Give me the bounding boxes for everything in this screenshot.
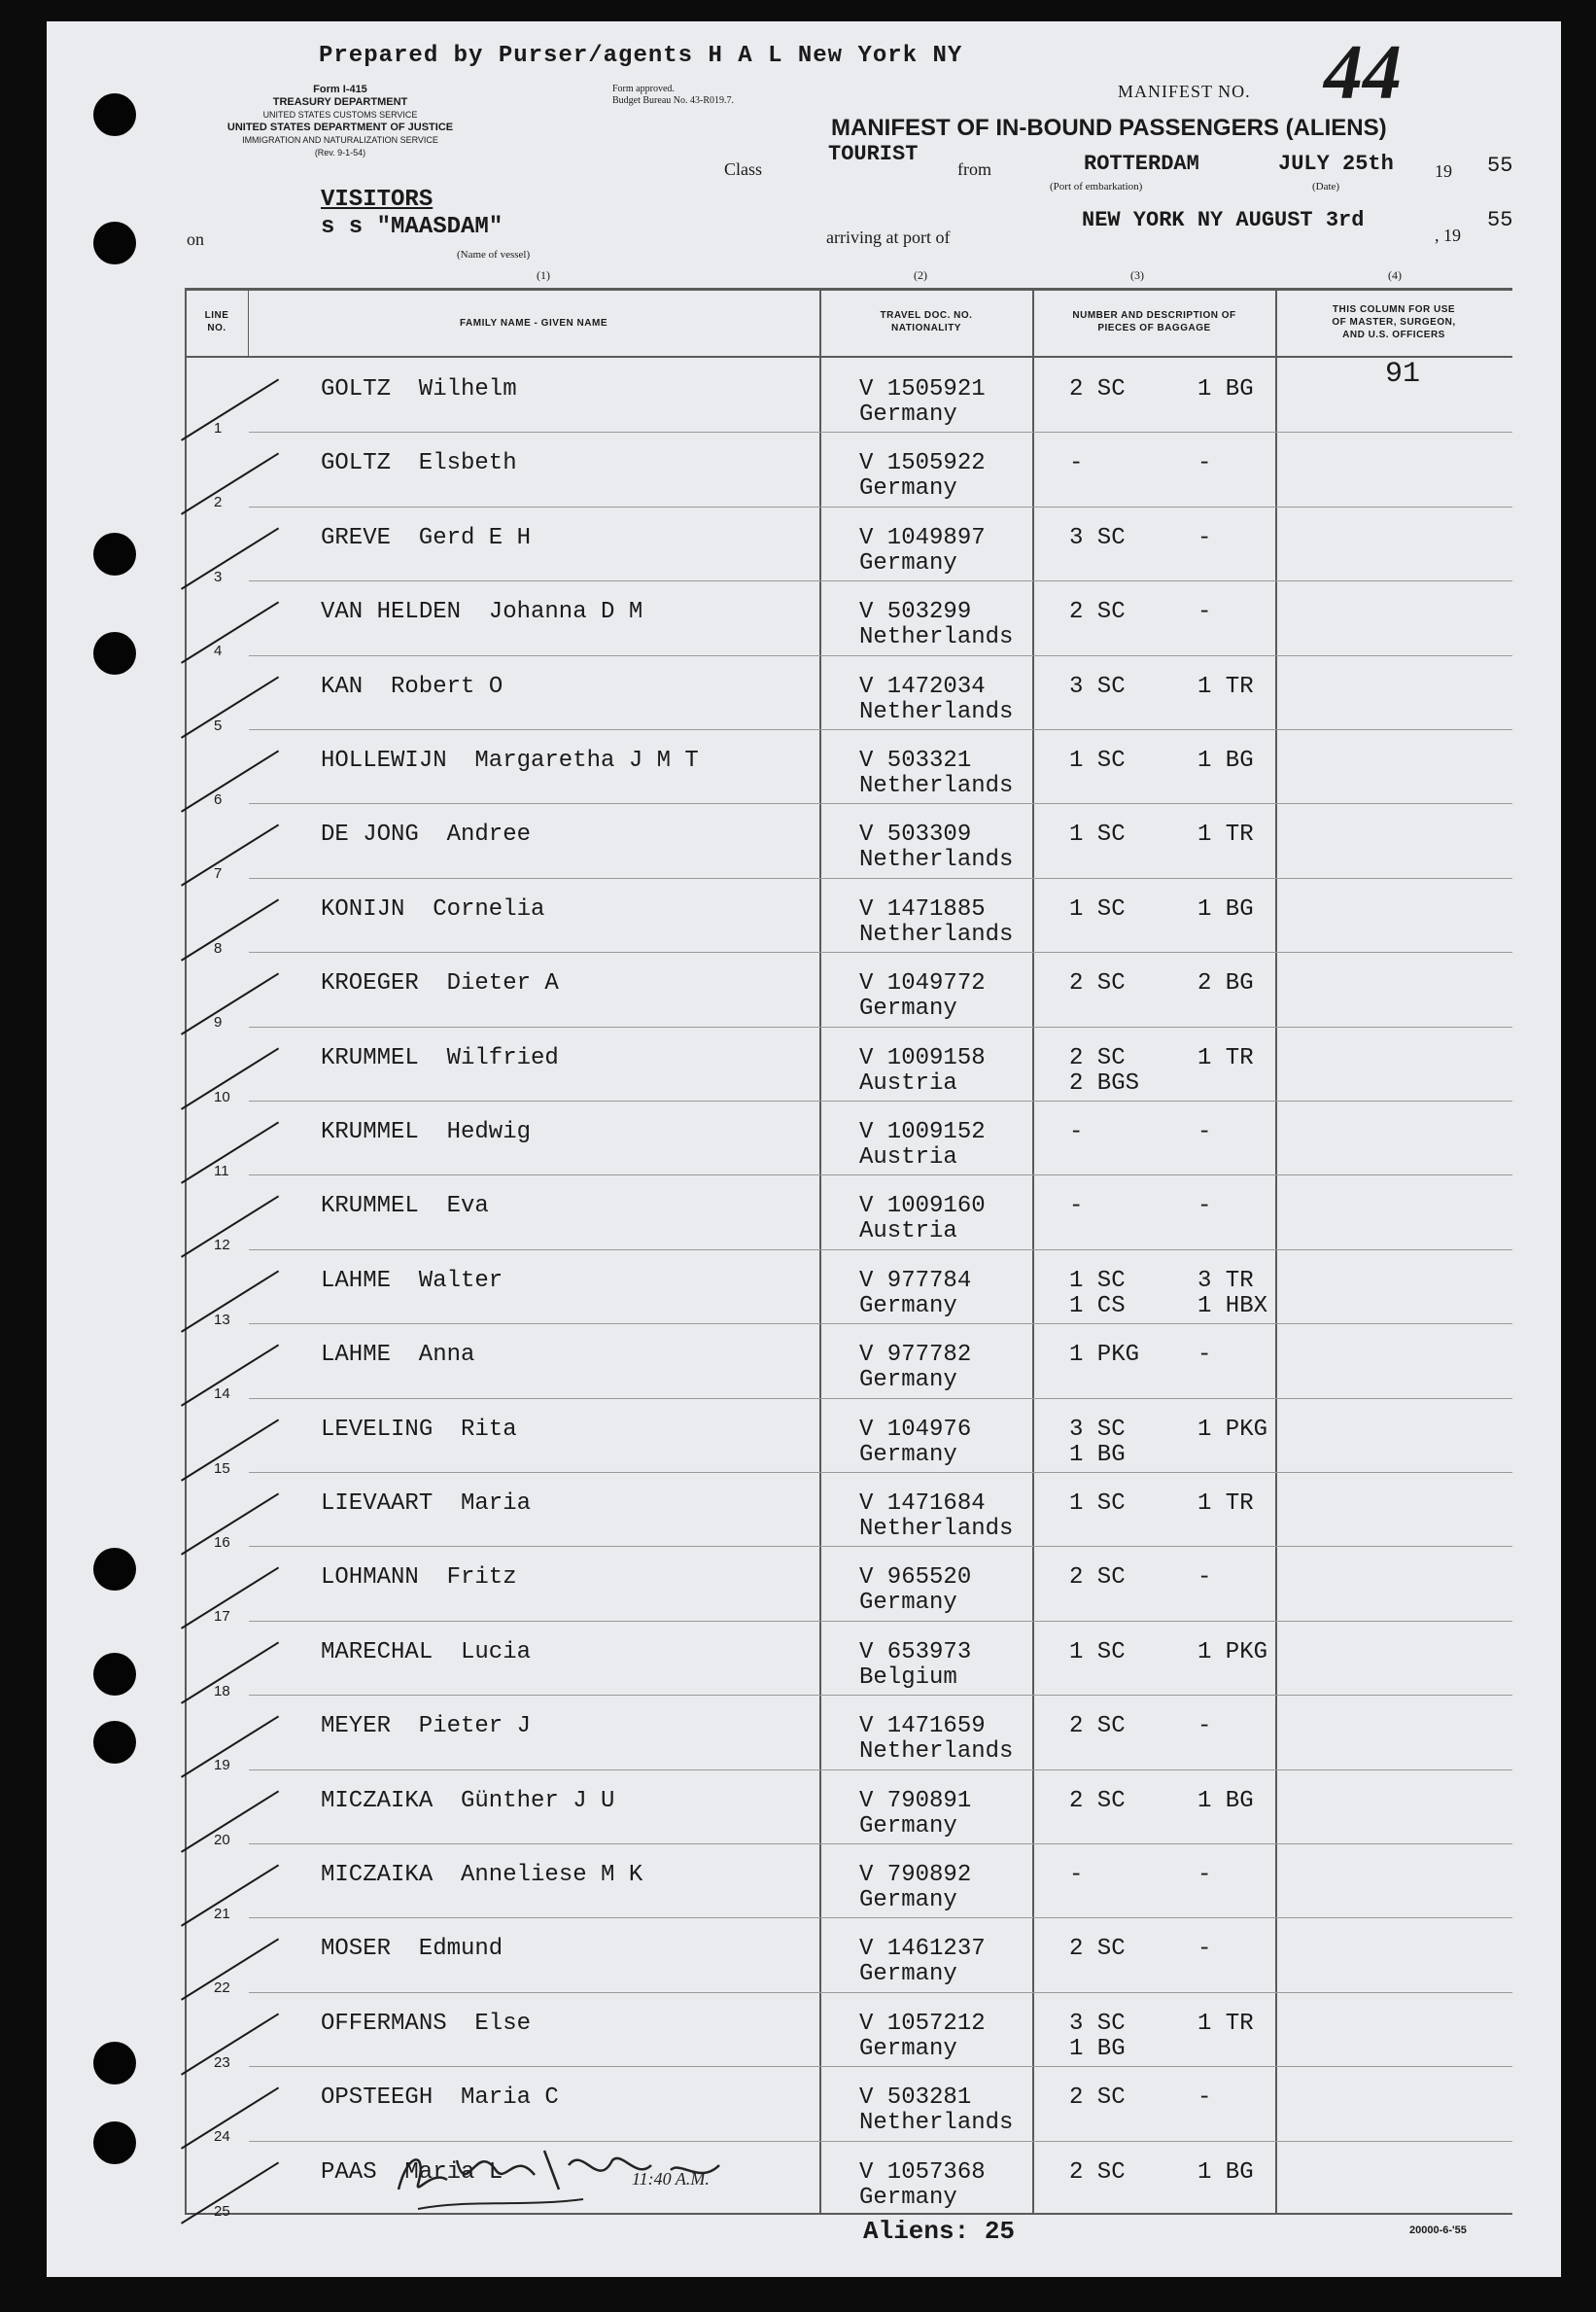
baggage-item: 2 SC	[1069, 2158, 1126, 2186]
line-number: 16	[214, 1534, 230, 1551]
customs-service: UNITED STATES CUSTOMS SERVICE	[262, 110, 418, 120]
line-number: 5	[214, 717, 223, 734]
passenger-family-name: KROEGER	[321, 970, 419, 998]
travel-doc-number: V 1009152	[859, 1119, 986, 1145]
baggage-item: 1 TR	[1197, 2010, 1254, 2037]
nationality: Germany	[859, 1292, 957, 1319]
passenger-given-name: Wilhelm	[418, 376, 517, 403]
baggage-item: -	[1197, 599, 1212, 626]
baggage-item: -	[1069, 1193, 1084, 1220]
baggage-item: 1 CS	[1069, 1292, 1126, 1319]
travel-doc-number: V 1009158	[859, 1044, 986, 1071]
row-separator	[249, 1398, 1512, 1399]
baggage-item: 1 BG	[1197, 895, 1254, 923]
travel-doc-number: V 503321	[859, 748, 972, 774]
baggage-item: -	[1197, 1119, 1212, 1145]
travel-doc-number: V 1461237	[859, 1936, 986, 1963]
baggage-item: 1 BG	[1197, 376, 1254, 403]
baggage-item: 3 SC	[1069, 673, 1126, 700]
passenger-given-name: Anna	[418, 1342, 475, 1369]
nationality: Germany	[859, 402, 957, 428]
row-separator	[249, 1695, 1512, 1696]
officer-signature	[389, 2131, 778, 2219]
passenger-family-name: KRUMMEL	[321, 1119, 419, 1145]
manifest-number: 44	[1324, 30, 1402, 116]
passenger-given-name: Hedwig	[446, 1119, 532, 1145]
prepared-by: Prepared by Purser/agents H A L New York NY	[319, 43, 963, 69]
travel-doc-number: V 977782	[859, 1342, 972, 1369]
baggage-item: 1 BG	[1197, 1787, 1254, 1814]
travel-doc-number: V 1471885	[859, 895, 986, 923]
manifest-sheet	[47, 21, 1561, 2277]
nationality: Germany	[859, 1441, 957, 1468]
line-number: 9	[214, 1014, 223, 1032]
nationality: Netherlands	[859, 847, 1014, 874]
baggage-item: 3 SC	[1069, 2010, 1126, 2037]
line-number: 19	[214, 1757, 230, 1774]
form-issuer-block	[146, 84, 535, 159]
baggage-item: 2 BGS	[1069, 1069, 1140, 1097]
travel-doc-number: V 1049772	[859, 970, 986, 998]
punch-hole	[93, 1548, 136, 1591]
passenger-given-name: Günther J U	[461, 1787, 615, 1814]
baggage-item: 2 SC	[1069, 376, 1126, 403]
travel-doc-number: V 1471684	[859, 1490, 986, 1517]
baggage-item: 2 SC	[1069, 1044, 1126, 1071]
nationality: Austria	[859, 1144, 957, 1171]
table-header-border	[185, 356, 1512, 358]
nationality: Germany	[859, 1887, 957, 1913]
travel-doc-number: V 104976	[859, 1416, 972, 1443]
punch-hole	[93, 1653, 136, 1696]
header-baggage-1: NUMBER AND DESCRIPTION OF	[1072, 310, 1236, 321]
baggage-item: 1 BG	[1069, 1441, 1126, 1468]
header-line-no-2: NO.	[207, 323, 226, 333]
baggage-item: 3 SC	[1069, 1416, 1126, 1443]
budget-bureau: Budget Bureau No. 43-R019.7.	[612, 95, 734, 106]
treasury-dept: TREASURY DEPARTMENT	[272, 96, 408, 108]
nationality: Germany	[859, 549, 957, 577]
line-number: 8	[214, 939, 223, 957]
baggage-item: 3 SC	[1069, 524, 1126, 551]
year-prefix-arrival: , 19	[1435, 226, 1461, 245]
nationality: Netherlands	[859, 773, 1014, 799]
row-separator	[249, 1621, 1512, 1622]
baggage-item: 1 PKG	[1069, 1342, 1140, 1369]
row-separator	[249, 1174, 1512, 1175]
header-travel-doc-2: NATIONALITY	[891, 323, 961, 333]
row-separator	[249, 1472, 1512, 1473]
travel-doc-number: V 1049897	[859, 524, 986, 551]
baggage-item: -	[1069, 1862, 1084, 1888]
passenger-given-name: Johanna D M	[488, 599, 643, 626]
passenger-given-name: Margaretha J M T	[474, 748, 699, 774]
baggage-item: 1 BG	[1197, 2158, 1254, 2186]
baggage-item: 1 TR	[1197, 1490, 1254, 1517]
row-separator	[249, 1101, 1512, 1102]
row-separator	[249, 729, 1512, 730]
line-number: 12	[214, 1237, 230, 1254]
travel-doc-number: V 965520	[859, 1564, 972, 1592]
header-officers	[1277, 303, 1510, 341]
baggage-item: 1 SC	[1069, 822, 1126, 849]
baggage-item: 2 SC	[1069, 1936, 1126, 1963]
justice-dept: UNITED STATES DEPARTMENT OF JUSTICE	[226, 122, 454, 133]
passenger-family-name: MICZAIKA	[321, 1862, 434, 1888]
baggage-item: -	[1069, 1119, 1084, 1145]
from-label: from	[957, 159, 991, 179]
passenger-family-name: KRUMMEL	[321, 1044, 419, 1071]
baggage-item: -	[1069, 450, 1084, 477]
baggage-item: 1 SC	[1069, 1267, 1126, 1294]
passenger-given-name: Pieter J	[418, 1713, 532, 1740]
row-separator	[249, 803, 1512, 804]
passenger-family-name: KRUMMEL	[321, 1193, 419, 1220]
passenger-family-name: KONIJN	[321, 895, 405, 923]
punch-hole	[93, 93, 136, 136]
passenger-given-name: Elsbeth	[418, 450, 517, 477]
row-separator	[249, 1249, 1512, 1250]
form-number: Form I-415	[313, 84, 367, 95]
nationality: Belgium	[859, 1664, 957, 1691]
nationality: Germany	[859, 996, 957, 1023]
row-separator	[249, 1843, 1512, 1844]
passenger-family-name: MARECHAL	[321, 1638, 434, 1665]
year-suffix: 55	[1487, 154, 1513, 178]
passenger-given-name: Maria	[461, 1490, 532, 1517]
row-separator	[249, 1027, 1512, 1028]
punch-hole	[93, 632, 136, 675]
column-number-3: (3)	[1130, 268, 1144, 282]
row-separator	[249, 580, 1512, 581]
nationality: Germany	[859, 1590, 957, 1617]
travel-doc-number: V 1009160	[859, 1193, 986, 1220]
travel-doc-number: V 977784	[859, 1267, 972, 1294]
passenger-family-name: LAHME	[321, 1342, 392, 1369]
passenger-family-name: LEVELING	[321, 1416, 434, 1443]
baggage-item: 3 TR	[1197, 1267, 1254, 1294]
table-col-divider	[819, 288, 821, 2215]
port-of-embarkation: ROTTERDAM	[1084, 152, 1199, 176]
table-col-divider	[1275, 288, 1277, 2215]
passenger-family-name: GREVE	[321, 524, 392, 551]
baggage-item: 2 SC	[1069, 1713, 1126, 1740]
year-prefix: 19	[1435, 161, 1452, 181]
officer-note: 91	[1385, 358, 1421, 391]
baggage-item: 1 HBX	[1197, 1292, 1268, 1319]
nationality: Netherlands	[859, 698, 1014, 725]
travel-doc-number: V 1057368	[859, 2158, 986, 2186]
line-number: 3	[214, 568, 223, 585]
travel-doc-number: V 1471659	[859, 1713, 986, 1740]
form-approved: Form approved.	[612, 84, 675, 94]
arrival-port-date: NEW YORK NY AUGUST 3rd	[1082, 208, 1365, 232]
travel-doc-number: V 790891	[859, 1787, 972, 1814]
passenger-family-name: LIEVAART	[321, 1490, 434, 1517]
line-number: 14	[214, 1385, 230, 1403]
aliens-total: Aliens: 25	[863, 2217, 1016, 2246]
nationality: Netherlands	[859, 624, 1014, 651]
row-separator	[249, 507, 1512, 508]
line-number: 13	[214, 1311, 230, 1328]
arriving-label: arriving at port of	[826, 228, 951, 247]
passenger-family-name: MICZAIKA	[321, 1787, 434, 1814]
line-number: 25	[214, 2202, 230, 2220]
date-label: (Date)	[1312, 181, 1340, 193]
baggage-item: 1 TR	[1197, 822, 1254, 849]
nationality: Germany	[859, 1961, 957, 1988]
passenger-given-name: Rita	[461, 1416, 517, 1443]
passenger-given-name: Maria L	[404, 2158, 503, 2186]
form-revision: (Rev. 9-1-54)	[314, 148, 366, 158]
line-number: 21	[214, 1906, 230, 1922]
vessel-label: (Name of vessel)	[457, 249, 531, 261]
column-number-2: (2)	[914, 268, 927, 282]
nationality: Germany	[859, 475, 957, 503]
punch-hole	[93, 222, 136, 264]
baggage-item: -	[1197, 1193, 1212, 1220]
signature-time: 11:40 A.M.	[632, 2169, 710, 2189]
passenger-family-name: PAAS	[321, 2158, 377, 2186]
nationality: Germany	[859, 2035, 957, 2062]
passenger-given-name: Robert O	[391, 673, 503, 700]
line-number: 7	[214, 865, 223, 883]
header-travel-doc	[821, 309, 1031, 334]
line-number: 23	[214, 2053, 230, 2071]
passenger-family-name: DE JONG	[321, 822, 419, 849]
baggage-item: 2 SC	[1069, 2084, 1126, 2112]
punch-hole	[93, 2121, 136, 2164]
passenger-given-name: Fritz	[446, 1564, 517, 1592]
year-suffix-arrival: 55	[1487, 208, 1513, 232]
passenger-family-name: GOLTZ	[321, 450, 392, 477]
baggage-item: -	[1197, 1713, 1212, 1740]
baggage-item: -	[1197, 1936, 1212, 1963]
line-number: 6	[214, 791, 223, 808]
punch-hole	[93, 533, 136, 576]
nationality: Germany	[859, 2184, 957, 2211]
baggage-item: 1 SC	[1069, 1490, 1126, 1517]
nationality: Netherlands	[859, 921, 1014, 948]
on-label: on	[187, 229, 204, 249]
travel-doc-number: V 1472034	[859, 673, 986, 700]
nationality: Germany	[859, 1812, 957, 1839]
baggage-item: -	[1197, 1862, 1212, 1888]
passenger-given-name: Eva	[446, 1193, 489, 1220]
baggage-item: 1 TR	[1197, 1044, 1254, 1071]
manifest-title: MANIFEST OF IN-BOUND PASSENGERS (ALIENS)	[831, 115, 1387, 141]
baggage-item: 1 BG	[1069, 2035, 1126, 2062]
row-separator	[249, 952, 1512, 953]
row-separator	[249, 1992, 1512, 1993]
baggage-item: 1 PKG	[1197, 1416, 1268, 1443]
baggage-item: 1 PKG	[1197, 1638, 1268, 1665]
baggage-item: 2 SC	[1069, 970, 1126, 998]
line-number: 10	[214, 1088, 230, 1105]
row-separator	[249, 1917, 1512, 1918]
line-number: 20	[214, 1831, 230, 1848]
travel-doc-number: V 653973	[859, 1638, 972, 1665]
passenger-given-name: Edmund	[418, 1936, 503, 1963]
travel-doc-number: V 1057212	[859, 2010, 986, 2037]
line-number: 1	[214, 420, 223, 437]
header-name: FAMILY NAME - GIVEN NAME	[459, 318, 607, 329]
baggage-item: -	[1197, 1564, 1212, 1592]
passenger-family-name: VAN HELDEN	[321, 599, 462, 626]
passenger-family-name: OFFERMANS	[321, 2010, 447, 2037]
row-separator	[249, 878, 1512, 879]
baggage-item: 1 SC	[1069, 895, 1126, 923]
baggage-item: 2 SC	[1069, 599, 1126, 626]
vessel-name: s s "MAASDAM"	[321, 214, 503, 240]
manifest-no-label: MANIFEST NO.	[1118, 82, 1251, 101]
baggage-item: 2 SC	[1069, 1564, 1126, 1592]
column-number-4: (4)	[1388, 268, 1402, 282]
baggage-item: 2 SC	[1069, 1787, 1126, 1814]
passenger-given-name: Gerd E H	[418, 524, 532, 551]
line-number: 11	[214, 1163, 229, 1179]
passenger-family-name: MOSER	[321, 1936, 392, 1963]
header-line-no	[187, 309, 247, 334]
passenger-family-name: HOLLEWIJN	[321, 748, 447, 774]
table-bottom-border	[185, 2213, 1512, 2215]
line-number: 2	[214, 494, 223, 511]
passenger-given-name: Lucia	[461, 1638, 532, 1665]
nationality: Austria	[859, 1069, 957, 1097]
column-number-1: (1)	[537, 268, 550, 282]
class-label: Class	[724, 159, 763, 179]
visitors-label: VISITORS	[321, 187, 434, 213]
baggage-item: 2 BG	[1197, 970, 1254, 998]
table-col-divider	[1032, 288, 1034, 2215]
punch-hole	[93, 2042, 136, 2084]
passenger-given-name: Walter	[418, 1267, 503, 1294]
form-approval	[612, 84, 734, 107]
nationality: Germany	[859, 1367, 957, 1394]
row-separator	[249, 1769, 1512, 1770]
nationality: Netherlands	[859, 2110, 1014, 2137]
passenger-family-name: KAN	[321, 673, 364, 700]
passenger-family-name: MEYER	[321, 1713, 392, 1740]
header-travel-doc-1: TRAVEL DOC. NO.	[880, 310, 973, 321]
baggage-item: -	[1197, 1342, 1212, 1369]
travel-doc-number: V 503281	[859, 2084, 972, 2112]
passenger-family-name: OPSTEEGH	[321, 2084, 434, 2112]
row-separator	[249, 2066, 1512, 2067]
baggage-item: 1 SC	[1069, 748, 1126, 774]
baggage-item: -	[1197, 2084, 1212, 2112]
passenger-given-name: Cornelia	[433, 895, 545, 923]
baggage-item: -	[1197, 524, 1212, 551]
passenger-given-name: Anneliese M K	[461, 1862, 643, 1888]
travel-doc-number: V 503299	[859, 599, 972, 626]
table-top-border	[185, 288, 1512, 291]
baggage-item: 1 TR	[1197, 673, 1254, 700]
passenger-given-name: Dieter A	[446, 970, 559, 998]
passenger-family-name: LOHMANN	[321, 1564, 419, 1592]
passenger-given-name: Else	[474, 2010, 531, 2037]
baggage-item: 1 SC	[1069, 1638, 1126, 1665]
nationality: Austria	[859, 1218, 957, 1245]
header-baggage-2: PIECES OF BAGGAGE	[1097, 323, 1211, 333]
header-officers-1: THIS COLUMN FOR USE	[1332, 304, 1456, 315]
punch-hole	[93, 1721, 136, 1764]
passenger-given-name: Maria C	[461, 2084, 559, 2112]
travel-doc-number: V 1505922	[859, 450, 986, 477]
row-separator	[249, 1323, 1512, 1324]
port-of-embarkation-label: (Port of embarkation)	[1050, 181, 1143, 193]
row-separator	[249, 1546, 1512, 1547]
departure-date: JULY 25th	[1278, 152, 1394, 176]
line-number: 15	[214, 1459, 230, 1477]
passenger-family-name: GOLTZ	[321, 376, 392, 403]
header-line-no-1: LINE	[204, 310, 229, 321]
class-value: TOURIST	[828, 142, 919, 166]
header-officers-3: AND U.S. OFFICERS	[1342, 330, 1445, 340]
row-separator	[249, 432, 1512, 433]
baggage-item: -	[1197, 450, 1212, 477]
form-code: 20000-6-'55	[1409, 2224, 1467, 2236]
passenger-given-name: Wilfried	[446, 1044, 559, 1071]
nationality: Netherlands	[859, 1516, 1014, 1542]
nationality: Netherlands	[859, 1738, 1014, 1766]
header-officers-2: OF MASTER, SURGEON,	[1332, 317, 1456, 328]
travel-doc-number: V 503309	[859, 822, 972, 849]
line-number: 4	[214, 643, 223, 660]
line-number: 18	[214, 1682, 230, 1699]
line-number: 17	[214, 1608, 230, 1626]
travel-doc-number: V 1505921	[859, 376, 986, 403]
travel-doc-number: V 790892	[859, 1862, 972, 1888]
line-number: 24	[214, 2128, 230, 2146]
passenger-family-name: LAHME	[321, 1267, 392, 1294]
row-separator	[249, 655, 1512, 656]
ins-service: IMMIGRATION AND NATURALIZATION SERVICE	[242, 135, 438, 145]
line-number: 22	[214, 1979, 230, 1997]
header-baggage	[1034, 309, 1274, 334]
baggage-item: 1 BG	[1197, 748, 1254, 774]
passenger-given-name: Andree	[446, 822, 532, 849]
